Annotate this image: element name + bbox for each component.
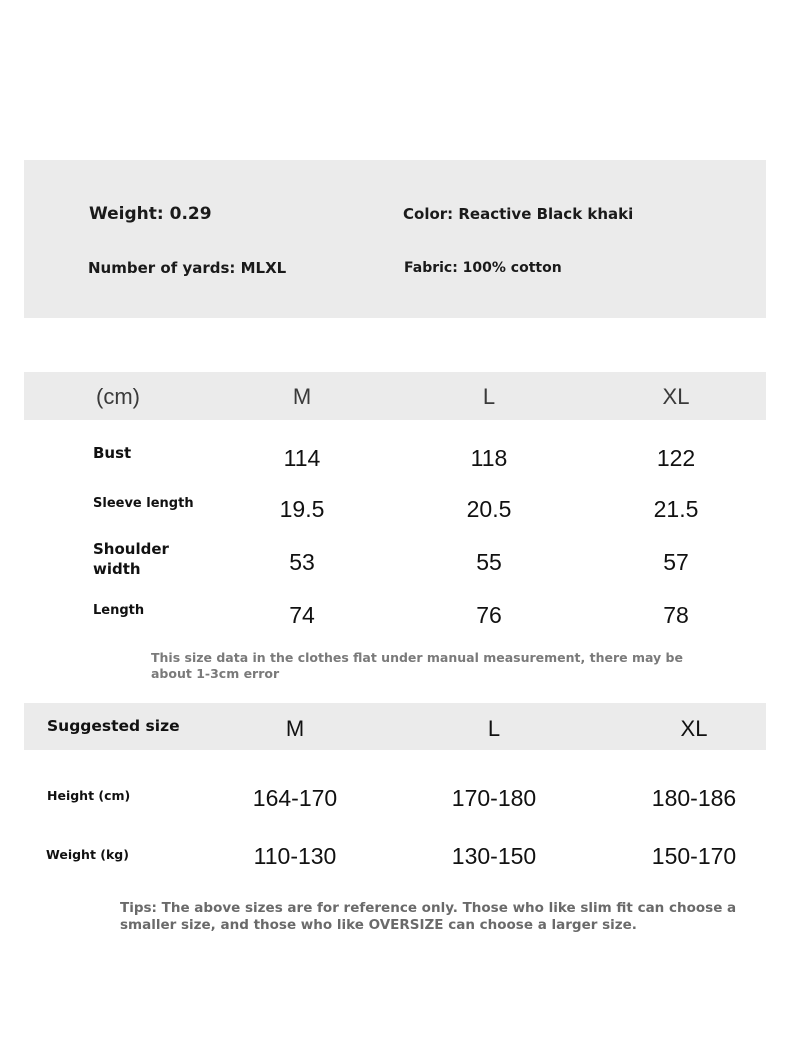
row-label-height: Height (cm) xyxy=(47,788,131,803)
row-label-bust: Bust xyxy=(93,444,132,462)
shoulder-l: 55 xyxy=(476,549,502,575)
sizing-tips-line1: Tips: The above sizes are for reference only. Those who like slim fit can choose a xyxy=(120,900,737,916)
bust-l: 118 xyxy=(470,445,508,471)
bust-m: 114 xyxy=(283,445,321,471)
bust-xl: 122 xyxy=(656,445,696,471)
suggested-column-m: M xyxy=(285,716,305,741)
size-column-l: L xyxy=(482,384,496,409)
suggested-column-l: L xyxy=(487,716,501,741)
color-info: Color: Reactive Black khaki xyxy=(403,205,634,223)
row-label-shoulder-width xyxy=(93,539,169,579)
suggested-column-xl: XL xyxy=(680,716,708,741)
shoulder-xl: 57 xyxy=(663,549,689,575)
product-info-panel xyxy=(24,160,766,318)
suggested-size-title: Suggested size xyxy=(47,717,180,735)
unit-label: (cm) xyxy=(96,384,140,409)
shoulder-m: 53 xyxy=(289,549,315,575)
measurement-note-line1: This size data in the clothes flat under manual measurement, there may be xyxy=(151,650,683,665)
length-l: 76 xyxy=(476,602,502,628)
fabric-info: Fabric: 100% cotton xyxy=(404,260,562,276)
size-column-xl: XL xyxy=(662,384,690,409)
height-l: 170-180 xyxy=(451,785,537,811)
length-m: 74 xyxy=(289,602,315,628)
height-m: 164-170 xyxy=(252,785,338,811)
sizing-tips-line2: smaller size, and those who like OVERSIZE can choose a larger size. xyxy=(120,917,637,933)
length-xl: 78 xyxy=(663,602,689,628)
sleeve-l: 20.5 xyxy=(466,496,512,522)
shoulder-label-line2: width xyxy=(93,560,141,578)
sleeve-xl: 21.5 xyxy=(653,496,699,522)
row-label-sleeve-length: Sleeve length xyxy=(93,496,194,511)
measurement-note xyxy=(151,650,683,682)
height-xl: 180-186 xyxy=(651,785,737,811)
weight-xl: 150-170 xyxy=(651,843,737,869)
size-column-m: M xyxy=(292,384,312,409)
shoulder-label-line1: Shoulder xyxy=(93,540,169,558)
weight-l: 130-150 xyxy=(451,843,537,869)
sizing-tips xyxy=(120,900,736,934)
weight-info: Weight: 0.29 xyxy=(89,204,212,224)
measurement-note-line2: about 1-3cm error xyxy=(151,666,280,681)
weight-m: 110-130 xyxy=(253,843,337,869)
row-label-weight: Weight (kg) xyxy=(46,847,129,862)
yards-info: Number of yards: MLXL xyxy=(88,259,287,277)
row-label-length: Length xyxy=(93,603,145,618)
sleeve-m: 19.5 xyxy=(279,496,325,522)
